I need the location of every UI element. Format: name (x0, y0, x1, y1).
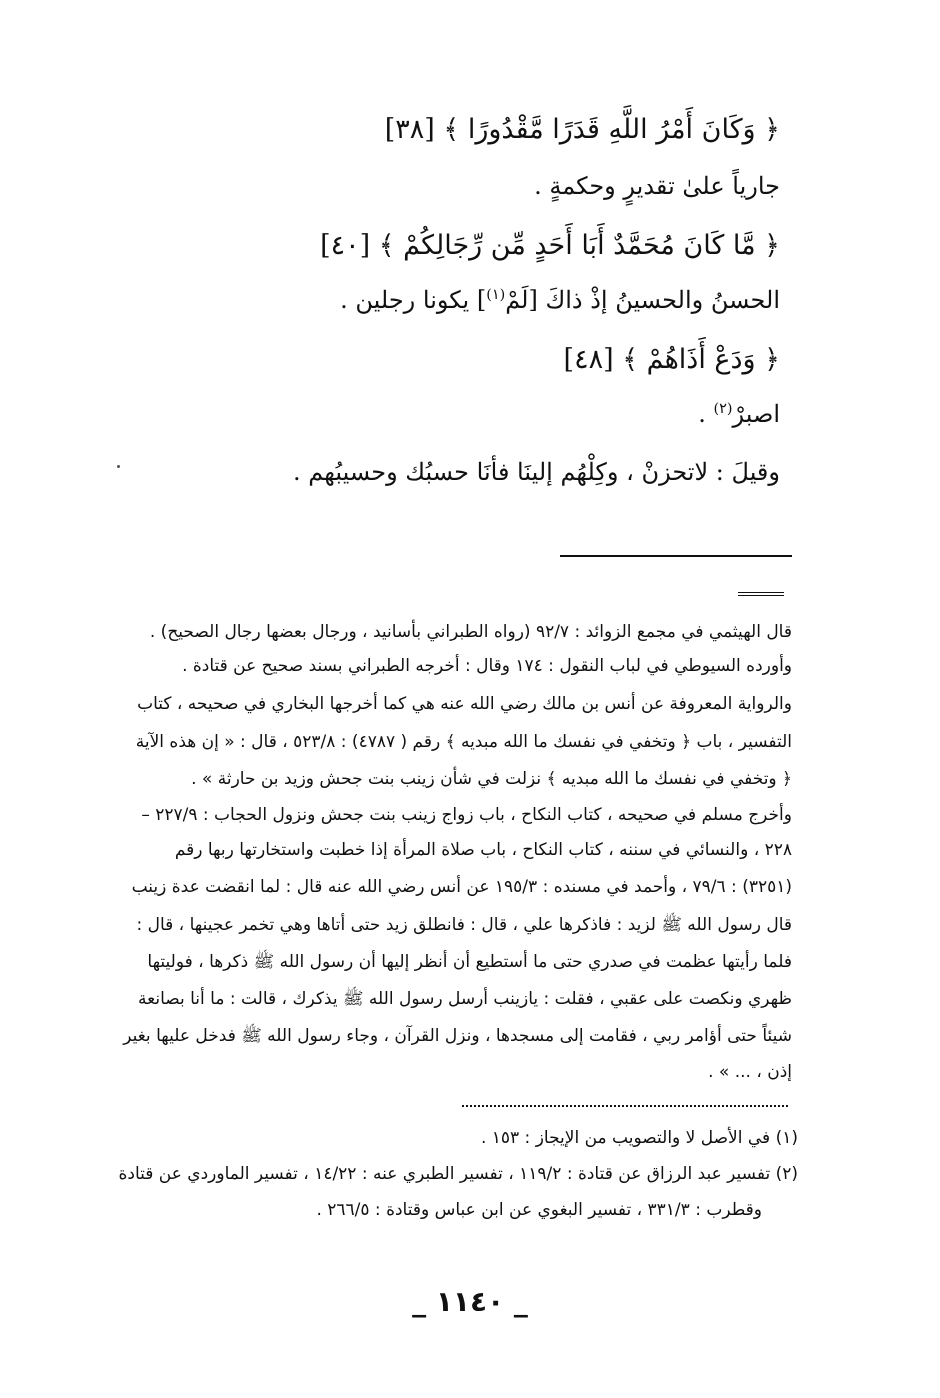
footnote-ref-1: (١) (486, 287, 506, 303)
note-line: وأورده السيوطي في لباب النقول : ١٧٤ وقال : أخرجه الطبراني بسند صحيح عن قتادة . (182, 656, 792, 676)
note-line: شيئاً حتى أؤامر ربي ، فقامت إلى مسجدها ، ونزل القرآن ، وجاء رسول الله ﷺ فدخل عليها بغير (123, 1026, 792, 1046)
footnote-2: (٢) تفسير عبد الرزاق عن قتادة : ١١٩/٢ ، تفسير الطبري عنه : ١٤/٢٢ ، تفسير الماوردي عن قتادة (118, 1164, 798, 1184)
gloss-48 (698, 400, 780, 428)
gloss-48-text-b: . (698, 400, 714, 428)
verse-40: ﴿ مَّا كَانَ مُحَمَّدٌ أَبَا أَحَدٍ مِّن رِّجَالِكُمْ ﴾ [٤٠] (320, 230, 780, 261)
gloss-40 (340, 286, 780, 314)
main-separator (560, 555, 792, 557)
gloss-38: جارياً علىٰ تقديرٍ وحكمةٍ . (534, 172, 780, 200)
verse-38: ﴿ وَكَانَ أَمْرُ اللَّهِ قَدَرًا مَّقْدُورًا ﴾ [٣٨] (384, 114, 780, 145)
note-line: إذن ، ... » . (708, 1062, 792, 1082)
footnote-2-cont: وقطرب : ٣٣١/٣ ، تفسير البغوي عن ابن عباس وقتادة : ٢٦٦/٥ . (316, 1200, 762, 1220)
footnote-1: (١) في الأصل لا والتصويب من الإيجاز : ١٥٣ . (480, 1128, 798, 1148)
gloss-40-text-b: ] يكونا رجلين . (340, 286, 487, 314)
note-line: التفسير ، باب ﴿ وتخفي في نفسك ما الله مبديه ﴾ رقم ( ٤٧٨٧) : ٥٢٣/٨ ، قال : « إن هذه الآية (135, 732, 792, 752)
note-marker (738, 592, 784, 596)
gloss-40-text-a: الحسنُ والحسينُ إذْ ذاكَ [لَمْ (505, 286, 780, 314)
note-line: ﴿ وتخفي في نفسك ما الله مبديه ﴾ نزلت في شأن زينب بنت جحش وزيد بن حارثة » . (191, 769, 792, 789)
gloss-48-alt: وقيلَ : لاتحزنْ ، وكِلْهُم إلينَا فأنَا حسبُك وحسيبُهم . (293, 458, 780, 486)
footnote-separator (462, 1105, 788, 1107)
note-line: قال رسول الله ﷺ لزيد : فاذكرها علي ، قال : فانطلق زيد حتى أتاها وهي تخمر عجينها ، قال : (136, 915, 792, 935)
page-number: _ ١١٤٠ _ (412, 1285, 528, 1318)
note-line: وأخرج مسلم في صحيحه ، كتاب النكاح ، باب زواج زينب بنت جحش ونزول الحجاب : ٢٢٧/٩ – (141, 805, 792, 825)
note-line: فلما رأيتها عظمت في صدري حتى ما أستطيع أن أنظر إليها أن رسول الله ﷺ ذكرها ، فوليتها (147, 952, 792, 972)
note-line: ظهري ونكصت على عقبي ، فقلت : يازينب أرسل رسول الله ﷺ يذكرك ، قالت : ما أنا بصانعة (138, 989, 792, 1009)
gloss-48-text-a: اصبرْ (732, 400, 780, 428)
note-line: (٣٢٥١) : ٧٩/٦ ، وأحمد في مسنده : ١٩٥/٣ عن أنس رضي الله عنه قال : لما انقضت عدة زينب (131, 877, 792, 897)
note-line: قال الهيثمي في مجمع الزوائد : ٩٢/٧ (رواه الطبراني بأسانيد ، ورجال بعضها رجال الصحيح) . (149, 622, 792, 642)
footnote-ref-2: (٢) (713, 401, 733, 417)
note-line: والرواية المعروفة عن أنس بن مالك رضي الله عنه هي كما أخرجها البخاري في صحيحه ، كتاب (137, 694, 792, 714)
scan-speck (117, 465, 120, 468)
note-line: ٢٢٨ ، والنسائي في سننه ، كتاب النكاح ، باب صلاة المرأة إذا خطبت واستخارتها ربها رقم (174, 840, 792, 860)
verse-48: ﴿ وَدَعْ أَذَاهُمْ ﴾ [٤٨] (563, 344, 780, 375)
